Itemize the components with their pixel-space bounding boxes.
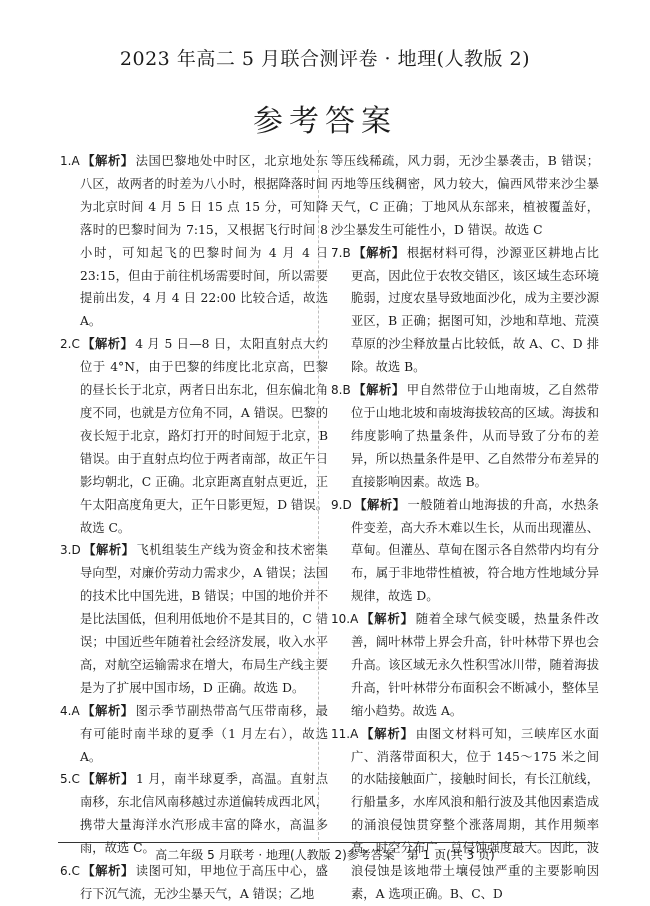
answer-text: 4 月 5 日—8 日，太阳直射点大约位于 4°N，由于巴黎的纬度比北京高，巴黎的昼长长于北京，两者日出东北，但东偏北角度不同，也就是方位角不同，A 错误。巴黎的夜长短于北京，路灯打开的时间短于北京，B 错误。由于直射点均位于两者南部，故正午日影均朝北，C 正确。北京距离直射点更近，正午太阳高度角更大，正午日影更短，D 错误。故选 C。	[80, 337, 328, 535]
page-footer: 高二年级 5 月联考 · 地理(人教版 2)参考答案 第 1 页(共 3 页)	[155, 848, 495, 862]
answer-text: 1 月，南半球夏季，高温。直射点南移，东北信风南移越过赤道偏转成西北风，携带大量海洋水汽形成丰富的降水，高温多雨，故选 C。	[80, 772, 328, 856]
answer-text: 图示季节副热带高气压带南移，最有可能时南半球的夏季（1 月左右），故选 A。	[80, 703, 328, 764]
answer-choice: B	[342, 245, 351, 260]
answer-item-4	[60, 700, 328, 769]
answer-item-7	[331, 242, 599, 379]
answer-number: 9.	[331, 497, 343, 512]
answer-choice: B	[342, 383, 351, 398]
analysis-tag: 【解析】	[81, 771, 134, 787]
answer-item-2	[60, 333, 328, 539]
answer-text: 随着全球气候变暖，热量条件改善，阔叶林带上界会升高，针叶林带下界也会升高。该区域无永久性积雪冰川带，随着海拔升高，针叶林带分布面积会不断减小，整体呈缩小趋势。故选 A。	[351, 612, 599, 718]
analysis-tag: 【解析】	[352, 244, 405, 260]
answer-choice: A	[71, 703, 80, 718]
answer-column-left	[60, 150, 328, 906]
answer-item-6	[60, 860, 328, 906]
page-subtitle: 参考答案	[253, 104, 397, 139]
answer-item-11	[331, 723, 599, 906]
answer-item-1	[60, 150, 328, 333]
answer-item-9	[331, 494, 599, 609]
answer-text: 等压线稀疏，风力弱，无沙尘暴袭击，B 错误；丙地等压线稠密，风力较大，偏西风带来沙尘暴天气，C 正确；丁地风从东部来，植被覆盖好，沙尘暴发生可能性小，D 错误。故选 C	[331, 154, 599, 237]
answer-choice: D	[342, 497, 352, 512]
answer-column-right	[331, 150, 599, 906]
answer-continuation	[331, 150, 599, 242]
answer-number: 4.	[60, 703, 72, 718]
answer-number: 11.	[331, 726, 351, 741]
column-divider	[318, 150, 320, 840]
answer-text: 一般随着山地海拔的升高，水热条件变差，高大乔木难以生长，从而出现灌丛、草甸。但灌丛、草甸在图示各自然带内均有分布，属于非地带性植被，符合地方性地域分异规律，故选 D。	[351, 497, 599, 604]
answer-text: 根据材料可得，沙源亚区耕地占比更高，因此位于农牧交错区，该区域生态环境脆弱，过度农垦导致地面沙化，成为主要沙源亚区，B 正确；据图可知，沙地和草地、荒漠草原的沙尘释放量占比较低，故 A、C、D 排除。故选 B。	[351, 245, 599, 375]
answer-number: 7.	[331, 245, 343, 260]
answer-choice: A	[71, 154, 80, 168]
analysis-tag: 【解析】	[82, 542, 135, 558]
answer-number: 1.	[60, 154, 72, 168]
analysis-tag: 【解析】	[353, 496, 406, 512]
answer-number: 8.	[331, 383, 343, 398]
answer-number: 5.	[60, 772, 72, 787]
answer-choice: C	[71, 864, 80, 879]
answer-number: 3.	[60, 543, 72, 558]
answer-choice: A	[350, 612, 359, 627]
footer-rule	[58, 842, 592, 843]
analysis-tag: 【解析】	[81, 863, 134, 879]
analysis-tag: 【解析】	[360, 725, 414, 741]
answer-choice: A	[350, 726, 359, 741]
answer-number: 10.	[331, 612, 351, 627]
analysis-tag: 【解析】	[81, 336, 134, 352]
analysis-tag: 【解析】	[352, 382, 405, 398]
answer-text: 由图文材料可知，三峡库区水面广、消落带面积大，位于 145～175 米之间的水陆接触面广，接触时间长，有长江航线，行船量多，水库风浪和船行波及其他因素造成的涌浪侵蚀贯穿整个涨落周期，其作用频率高、时空分布广、总侵蚀强度最大。因此，波浪侵蚀是该地带土壤侵蚀严重的主要影响因素，A 选项正确。B、C、D	[351, 726, 599, 901]
answer-number: 2.	[60, 337, 72, 352]
answer-item-3	[60, 539, 328, 699]
answer-text: 甲自然带位于山地南坡，乙自然带位于山地北坡和南坡海拔较高的区域。海拔和纬度影响了热量条件，从而导致了分布的差异，所以热量条件是甲、乙自然带分布差异的直接影响因素。故选 B。	[351, 383, 599, 489]
answer-number: 6.	[60, 864, 72, 879]
answer-text: 飞机组装生产线为资金和技术密集导向型，对廉价劳动力需求少，A 错误；法国的技术比中国先进，B 错误；中国的地价并不是比法国低，但利用低地价不是其目的，C 错误；中国近些年随着社会经济发展，收入水平高，对航空运输需求在增大，布局生产线主要是为了扩展中国市场，D 正确。故选 D。	[80, 543, 328, 695]
answer-choice: C	[71, 337, 80, 352]
answer-choice: D	[71, 543, 81, 558]
analysis-tag: 【解析】	[81, 702, 134, 718]
answer-text: 法国巴黎地处中时区，北京地处东八区，故两者的时差为八小时，根据降落时间为北京时间 4 月 5 日 15 点 15 分，可知降落时的巴黎时间为 7:15，又根据飞行时间 8 小时，可知起飞的巴黎时间为 4 月 4 日 23:15，但由于前往机场需要时间，所以需要提前出发，4 月 4 日 22:00 比较合适，故选 A。	[80, 154, 328, 329]
analysis-tag: 【解析】	[360, 611, 414, 627]
answer-item-8	[331, 379, 599, 494]
answer-choice: C	[71, 772, 80, 787]
analysis-tag: 【解析】	[81, 153, 134, 168]
answer-text: 读图可知，甲地位于高压中心，盛行下沉气流，无沙尘暴天气，A 错误；乙地	[80, 864, 328, 901]
page-title: 2023 年高二 5 月联合测评卷 · 地理(人教版 2)	[119, 48, 531, 70]
answer-item-10	[331, 608, 599, 723]
